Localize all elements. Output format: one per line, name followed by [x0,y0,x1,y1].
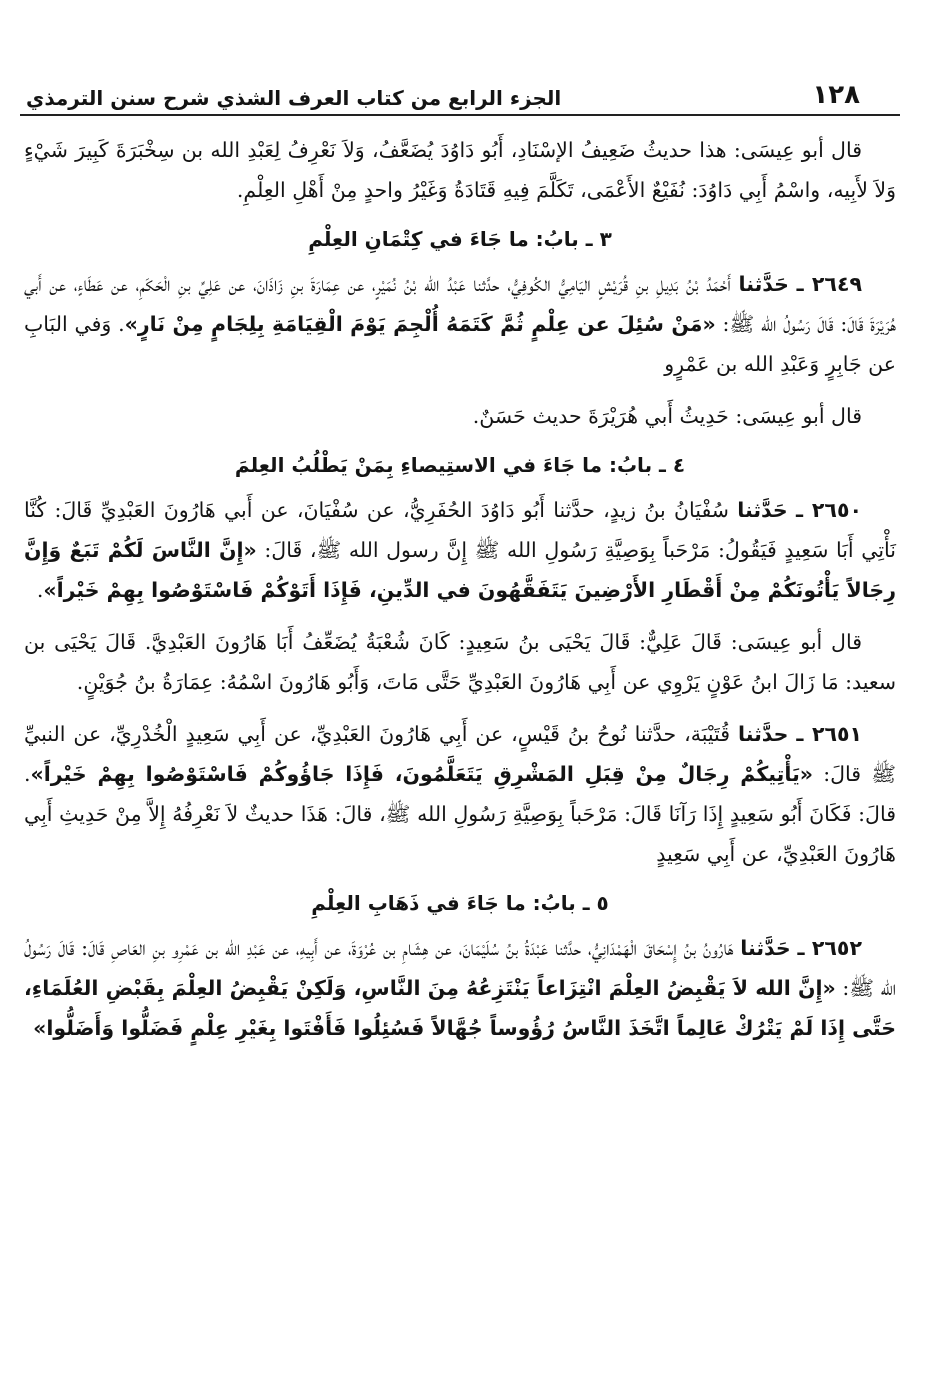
book-page [20,72,900,1372]
matn: «إِنَّ النَّاسَ لَكُمْ تَبَعٌ وَإِنَّ رِجَالاً يَأْتُونَكُمْ مِنْ أَقْطَارِ الأَرْضِينَ يَتَفَقَّهُونَ في الدِّينِ، فَإِذَا أَتَوْكُمْ فَاسْتَوْصُوا بِهِمْ خَيْراً» [24,538,896,602]
matn: «إِنَّ الله لاَ يَقْبِضُ العِلْمَ انْتِزَاعاً يَنْتَزِعُهُ مِنَ النَّاسِ، وَلَكِنْ يَقْبِضُ العِلْمَ بِقَبْضِ العُلَمَاءِ، حَتَّى إِذَا لَمْ يَتْرُكْ عَالِماً اتَّخَذَ النَّاسُ رُؤُوساً جُهَّالاً فَسُئِلُوا فَأَفْتَوا بِغَيْرِ عِلْمٍ فَضَلُّوا وَأَضَلُّوا» [24,976,896,1040]
chapter-heading: ٥ ـ بابُ: ما جَاءَ في ذَهَابِ العِلْمِ [311,891,609,915]
isnad: أَحْمَدُ بْنُ بَدِيلِ بنِ قُرَيْشٍ اليَامِيُّ الكُوفِيُّ، حدَّثنا عَبْدُ الله بْنُ نُمَيْرٍ، عن عِمَارَةَ بنِ زَاذَانَ، عن عَلِيِّ بنِ الْحَكَمِ، عن عَطَاءٍ، عن أَبي هُرَيْرَةَ قَالَ: قَالَ رَسُولُ الله ﷺ: [24,272,896,336]
paragraph: قال أبو عِيسَى: حَدِيثُ أَبي هُرَيْرَةَ حديث حَسَنٌ. [472,404,862,428]
isnad: قُتَيْبَة، حدَّثنا نُوحُ بنُ قَيْسٍ، عن أَبِي هَارُونَ العَبْدِيِّ، عن أَبِي سَعِيدٍ الْخُدْرِيِّ، عن النبيِّ ﷺ قالَ: [24,722,896,786]
hadith-tail: . [36,578,44,602]
haddathana: حدَّثنا [738,722,789,746]
chapter-heading: ٤ ـ بابُ: ما جَاءَ في الاستِيصاءِ بِمَنْ يَطْلُبُ العِلمَ [234,453,686,477]
haddathana: حَدَّثنا [738,272,789,296]
hadith-number: ٢٦٥٠ ـ [795,498,862,522]
hadith-2652 [24,928,896,1048]
running-title: الجزء الرابع من كتاب العرف الشذي شرح سنن الترمذي [26,86,562,110]
hadith-2649 [24,264,896,384]
haddathana: حَدَّثنا [737,498,788,522]
hadith-number: ٢٦٥٢ ـ [797,936,862,960]
page-body [20,116,900,1048]
hadith-number: ٢٦٥١ ـ [796,722,862,746]
isnad: هَارُونُ بنُ إِسْحَاقَ الْهَمْدَانِيُّ، حدَّثنا عَبْدَةُ بنُ سُلَيْمَانَ، عن هِشَامِ بن عُرْوَةَ، عن أَبِيهِ، عن عَبْدِ الله بن عَمْرِو بنِ العَاصِ قَالَ: قَالَ رَسُولُ الله ﷺ: [24,936,896,1000]
paragraph: قال أبو عِيسَى: هذا حديثُ ضَعِيفُ الإسْنَادِ، أَبُو دَاوُدَ يُضَعَّفُ، وَلاَ نَعْرِفُ لِعَبْدِ الله بن سِخْبَرَةَ كَبِيرَ شَيْءٍ وَلاَ لأَبِيه، واسْمُ أَبِي دَاوُدَ: نُفَيْعٌ الأَعْمَى، تَكَلَّمَ فِيهِ قَتَادَةُ وَغَيْرُ واحدٍ مِنْ أَهْلِ العِلْمِ. [24,138,896,202]
hadith-number: ٢٦٤٩ ـ [796,272,862,296]
haddathana: حَدَّثنا [740,936,791,960]
chapter-heading: ٣ ـ بابُ: ما جَاءَ في كِتْمَانِ العِلْمِ [308,227,612,251]
page-header [20,72,900,116]
hadith-2650 [24,490,896,610]
hadith-tail: . قالَ: فَكَانَ أَبُو سَعِيدٍ إِذَا رَآنَا قَالَ: مَرْحَباً بِوَصِيَّةِ رَسُولِ الله ﷺ، قالَ: هَذَا حديثٌ لاَ نَعْرِفُهُ إِلاَّ مِنْ حَدِيثِ أَبِي هَارُونَ العَبْدِيِّ، عن أَبِي سَعِيدٍ [24,762,896,866]
isnad: سُفْيَانُ بنُ زيدٍ، حدَّثنا أَبُو دَاوُدَ الحُفَرِيُّ، عن سُفْيَانَ، عن أَبي هَارُونَ العَبْدِيِّ قَالَ: كُنَّا نَأْتِي أَبَا سَعِيدٍ فَيَقُولُ: مَرْحَباً بِوَصِيَّةِ رَسُولِ الله ﷺ إِنَّ رسول الله ﷺ، قَالَ: [24,498,896,562]
page-number: ١٢٨ [812,80,860,110]
hadith-2651 [24,714,896,874]
paragraph: قال أبو عِيسَى: قَالَ عَلِيٌّ: قَالَ يَحْيَى بنُ سَعِيدٍ: كَانَ شُعْبَةُ يُضَعِّفُ أَبَا هَارُونَ العَبْدِيَّ. قَالَ يَحْيَى بن سعيد: مَا زَالَ ابنُ عَوْنٍ يَرْوِي عن أَبِي هَارُونَ العَبْدِيِّ حَتَّى مَاتَ، وَأَبُو هَارُونَ اسْمُهُ: عِمَارَةُ بنُ جُوَيْنٍ. [24,630,896,694]
hadith-tail: . وَفي البَابِ عن جَابِرٍ وَعَبْدِ الله بن عَمْرٍو [24,312,896,376]
matn: «يَأْتِيكُمْ رِجَالٌ مِنْ قِبَلِ المَشْرِقِ يَتَعَلَّمُونَ، فَإِذَا جَاؤُوكُمْ فَاسْتَوْصُوا بِهِمْ خَيْراً» [30,762,814,786]
matn: «مَنْ سُئِلَ عن عِلْمٍ ثُمَّ كَتَمَهُ أُلْجِمَ يَوْمَ الْقِيَامَةِ بِلِجَامٍ مِنْ نَارٍ» [124,312,716,336]
